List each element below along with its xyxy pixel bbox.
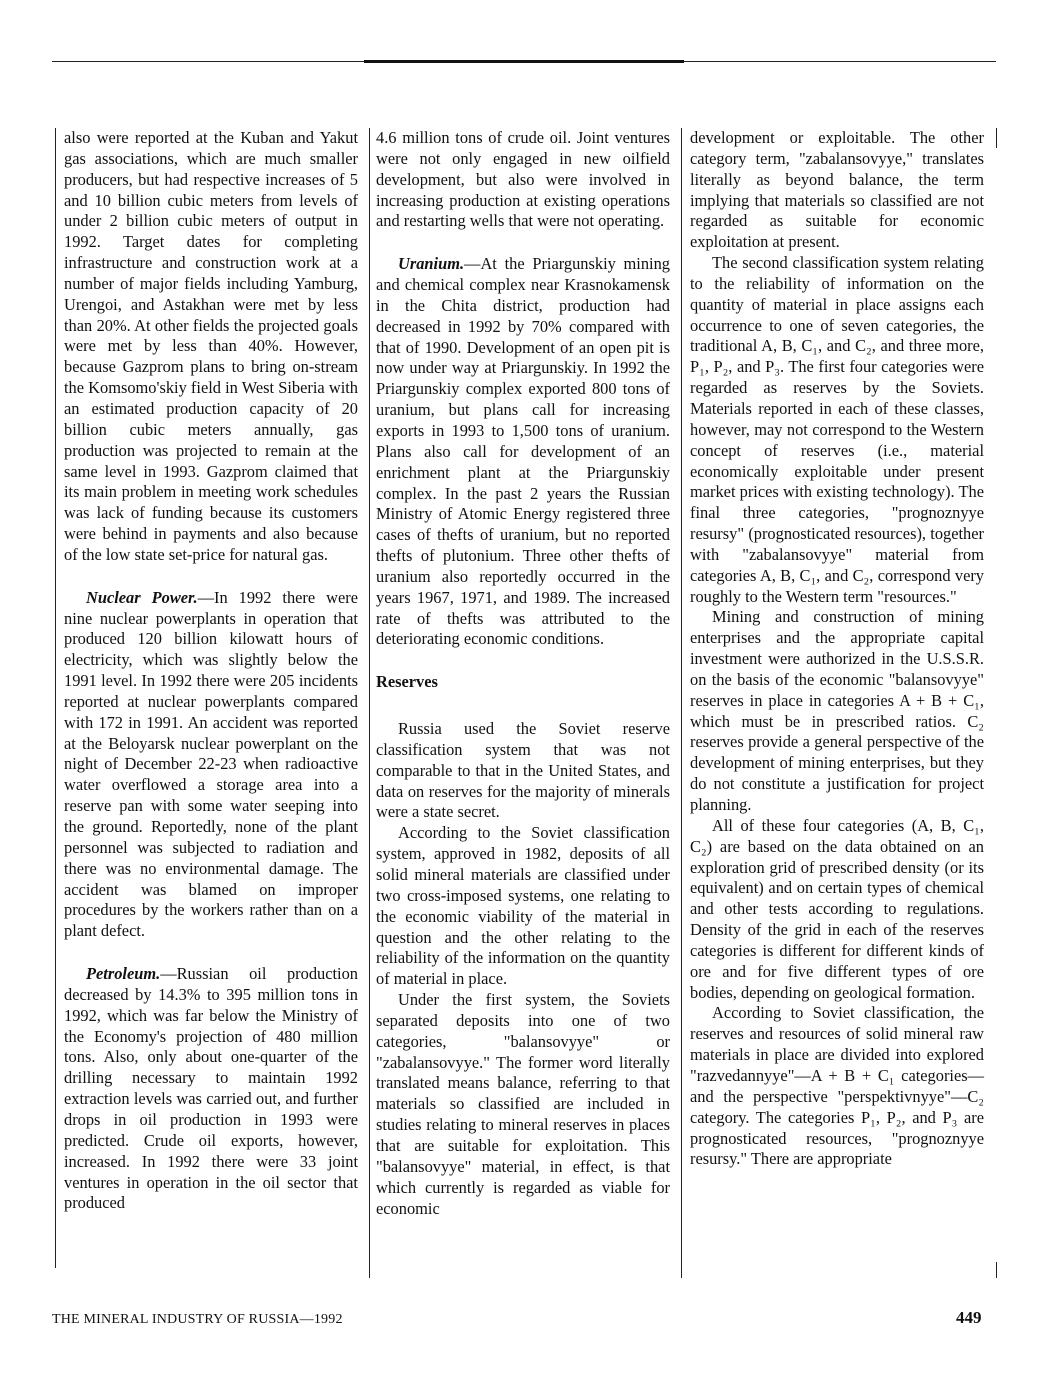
reserves-paragraph-3: Under the first system, the Soviets separated deposits into one of two categories, "balansovyye" or "zabalansovyye." The former word literally translated means balance, referring to that materials so classified are included in studies relating to mineral reserves in places that are suitable for exploitation. This "balansovyye" material, in effect, is that which currently is regarded as viable for economic	[376, 990, 670, 1218]
reserves-heading: Reserves	[376, 672, 438, 692]
column-1	[64, 128, 358, 1214]
column-2	[376, 128, 670, 1219]
soviet-classification-paragraph: According to Soviet classification, the reserves and resources of solid mineral raw materials in place are divided into explored "razvedannyye"—A + B + C₁ categories—and the perspective "perspektivnyye"—C₂ category. The categories P₁, P₂, and P₃ are prognosticated resources, "prognoznyye resursy." There are appropriate	[690, 1003, 984, 1169]
petroleum-text: —Russian oil production decreased by 14.3% to 395 million tons in 1992, which was far below the Ministry of the Economy's projection of 480 million tons. Also, only about one-quarter of the drilling necessary to maintain 1992 extraction levels was carried out, and further drops in oil production in 1993 were predicted. Crude oil exports, however, increased. In 1992 there were 33 joint ventures in operation in the oil sector that produced	[64, 964, 358, 1213]
column-3	[690, 128, 984, 1170]
column-rule-right-bottom	[996, 1262, 997, 1278]
column-rule-middle-left	[369, 128, 370, 1278]
petroleum-heading: Petroleum.	[86, 964, 161, 984]
nuclear-power-paragraph	[64, 588, 358, 942]
petroleum-paragraph	[64, 964, 358, 1214]
nuclear-power-text: —In 1992 there were nine nuclear powerplants in operation that produced 120 billion kilowatt hours of electricity, which was slightly below the 1991 level. In 1992 there were 205 incidents reported at nuclear powerplants compared with 172 in 1991. An accident was reported at the Beloyarsk nuclear powerplant on the night of December 22-23 when radioactive water overflowed a storage area into a reserve pan with some water seeping into the ground. Reportedly, none of the plant personnel was subjected to radiation and there was no environmental damage. The accident was blamed on improper procedures by the workers rather than on a plant defect.	[64, 587, 358, 941]
joint-ventures-paragraph: 4.6 million tons of crude oil. Joint ventures were not only engaged in new oilfield development, but also were involved in increasing production at existing operations and restarting wells that were not operating.	[376, 128, 670, 231]
uranium-text: —At the Priargunskiy mining and chemical complex near Krasnokamensk in the Chita district, production had decreased in 1992 by 70% compared with that of 1990. Development of an open pit is now under way at Priargunskiy. In 1992 the Priargunskiy complex exported 800 tons of uranium, but plans call for increasing exports in 1993 to 1,500 tons of uranium. Plans also call for development of an enrichment plant at the Priargunskiy complex. In the past 2 years the Russian Ministry of Atomic Energy registered three cases of thefts of uranium, but no reported thefts of plutonium. Three other thefts of uranium also reportedly occurred in the years 1967, 1971, and 1989. The increased rate of thefts was attributed to the deteriorating economic conditions.	[376, 254, 670, 649]
uranium-heading: Uranium.	[398, 254, 465, 274]
four-categories-paragraph: All of these four categories (A, B, C₁, C₂) are based on the data obtained on an exploration grid of prescribed density (or its equivalent) and on certain types of chemical and other tests according to regulations. Density of the grid in each of the reserves categories is different for different kinds of ore and for five different types of ore bodies, depending on geological formation.	[690, 815, 984, 1002]
mining-construction-paragraph: Mining and construction of mining enterprises and the appropriate capital investment were authorized in the U.S.S.R. on the basis of the economic "balansovyye" reserves in place in categories A + B + C₁, which must be in prescribed ratios. C₂ reserves provide a general perspective of the development of mining enterprises, but they do not constitute a justification for project planning.	[690, 607, 984, 814]
column-rule-right-top	[996, 128, 997, 148]
reserves-paragraph-1: Russia used the Soviet reserve classification system that was not comparable to that in the United States, and data on reserves for the majority of minerals were a state secret.	[376, 719, 670, 822]
gas-paragraph: also were reported at the Kuban and Yakut gas associations, which are much smaller producers, but had respective increases of 5 and 10 billion cubic meters from levels of under 2 billion cubic meters of output in 1992. Target dates for completing infrastructure and construction work at a number of major fields including Yamburg, Urengoi, and Astakhan were met by less than 20%. At other fields the projected goals were met by less than 40%. However, because Gazprom plans to bring on-stream the Komsomo'skiy field in West Siberia with an estimated production capacity of 20 billion cubic meters annually, gas production was projected to remain at the same level in 1993. Gazprom claimed that its main problem in meeting work schedules was lack of funding because its customers were behind in payments and also because of the low state set-price for natural gas.	[64, 128, 358, 564]
nuclear-power-heading: Nuclear Power.	[86, 587, 198, 607]
uranium-paragraph	[376, 254, 670, 650]
top-rule-accent	[364, 60, 684, 63]
second-classification-paragraph: The second classification system relating to the reliability of information on the quantity of material in place assigns each occurrence to one of seven categories, the traditional A, B, C₁, and C₂, and three more, P₁, P₂, and P₃. The first four categories were regarded as reserves by the Soviets. Materials reported in each of these classes, however, may not correspond to the Western concept of reserves (i.e., material economically exploitable under present market prices with existing technology). The final three categories, "prognoznyye resursy" (prognosticated resources), together with "zabalansovyye" material from categories A, B, C₁, and C₂, correspond very roughly to the Western term "resources."	[690, 253, 984, 606]
zabalansovyye-paragraph: development or exploitable. The other category term, "zabalansovyye," translates literally as beyond balance, the term implying that materials so classified are not regarded as suitable for economic exploitation at present.	[690, 128, 984, 252]
running-footer-title: THE MINERAL INDUSTRY OF RUSSIA—1992	[52, 1312, 343, 1327]
column-rule-left	[55, 128, 56, 1268]
page-number: 449	[956, 1308, 982, 1327]
reserves-paragraph-2: According to the Soviet classification system, approved in 1982, deposits of all solid mineral materials are classified under two cross-imposed systems, one relating to the economic viability of the material in question and the other relating to the reliability of the information on the quantity of material in place.	[376, 823, 670, 989]
column-rule-middle-right	[681, 128, 682, 1278]
